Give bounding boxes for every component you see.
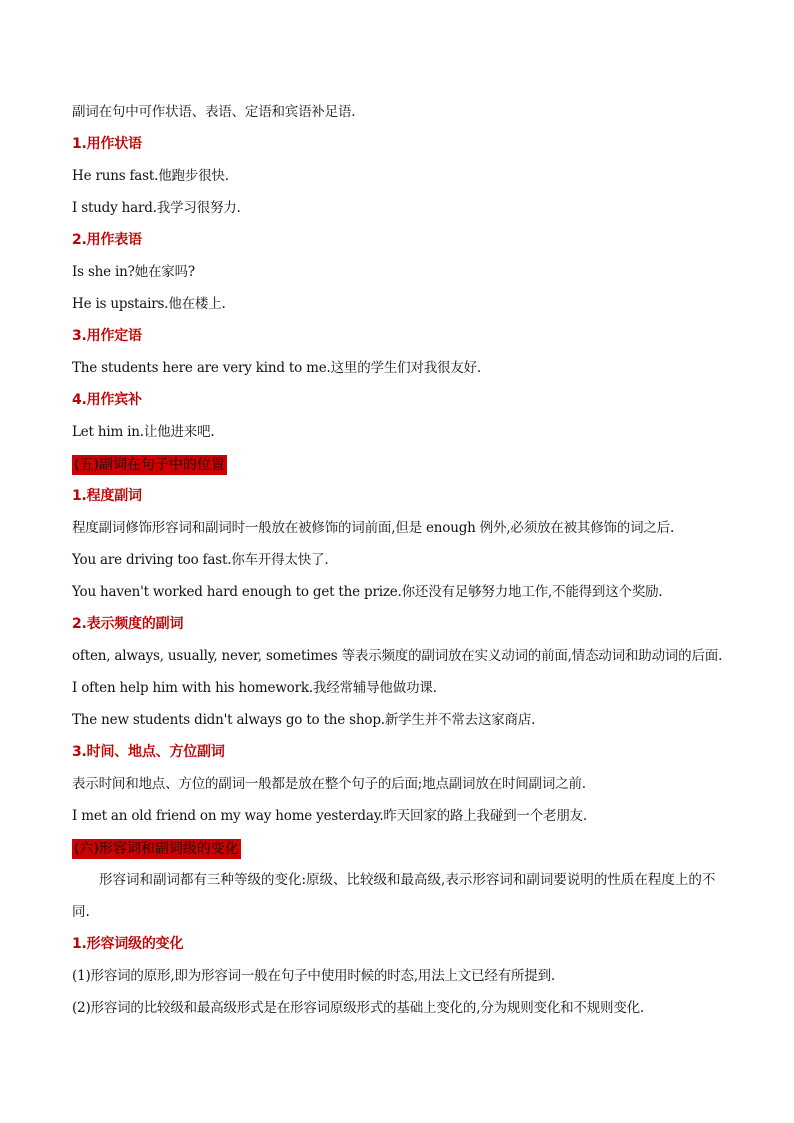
example-complement-1: Let him in.让他进来吧.	[72, 424, 215, 440]
section6-title-row	[72, 832, 732, 864]
section6-title: (六)形容词和副词级的变化	[74, 840, 239, 857]
heading-degree: 1.程度副词	[72, 488, 142, 504]
example-time-place-1: I met an old friend on my way home yesterday.昨天回家的路上我碰到一个老朋友.	[72, 808, 588, 824]
example-frequency-1: I often help him with his homework.我经常辅导他做功课.	[72, 680, 437, 696]
example-adverbial-2: I study hard.我学习很努力.	[72, 200, 241, 216]
heading-frequency: 2.表示频度的副词	[72, 616, 184, 632]
example-degree-1: You are driving too fast.你车开得太快了.	[72, 552, 329, 568]
heading-predicative: 2.用作表语	[72, 232, 142, 248]
adj-item-1: (1)形容词的原形,即为形容词一般在句子中使用时候的时态,用法上文已经有所提到.	[72, 968, 555, 984]
rule-time-place: 表示时间和地点、方位的副词一般都是放在整个句子的后面;地点副词放在时间副词之前.	[72, 776, 586, 792]
section6-intro: 形容词和副词都有三种等级的变化:原级、比较级和最高级,表示形容词和副词要说明的性质在程度上的不同.	[72, 872, 716, 920]
heading-complement: 4.用作宾补	[72, 392, 142, 408]
section5-title: (五)副词在句子中的位置	[74, 456, 225, 473]
rule-frequency: often, always, usually, never, sometimes 等表示频度的副词放在实义动词的前面,情态动词和助动词的后面.	[72, 648, 723, 664]
rule-degree: 程度副词修饰形容词和副词时一般放在被修饰的词前面,但是 enough 例外,必须放在被其修饰的词之后.	[72, 520, 675, 536]
example-degree-2: You haven't worked hard enough to get the prize.你还没有足够努力地工作,不能得到这个奖励.	[72, 584, 663, 600]
example-adverbial-1: He runs fast.他跑步很快.	[72, 168, 229, 184]
document-content	[72, 96, 732, 1024]
example-predicative-1: Is she in?她在家吗?	[72, 264, 195, 280]
adj-item-2: (2)形容词的比较级和最高级形式是在形容词原级形式的基础上变化的,分为规则变化和不规则变化.	[72, 1000, 645, 1016]
heading-time-place: 3.时间、地点、方位副词	[72, 744, 225, 760]
example-attributive-1: The students here are very kind to me.这里的学生们对我很友好.	[72, 360, 482, 376]
heading-attributive: 3.用作定语	[72, 328, 142, 344]
section5-title-row	[72, 448, 732, 480]
example-frequency-2: The new students didn't always go to the shop.新学生并不常去这家商店.	[72, 712, 536, 728]
intro-text: 副词在句中可作状语、表语、定语和宾语补足语.	[72, 104, 356, 120]
heading-adverbial: 1.用作状语	[72, 136, 142, 152]
heading-adj-degree: 1.形容词级的变化	[72, 936, 184, 952]
example-predicative-2: He is upstairs.他在楼上.	[72, 296, 226, 312]
